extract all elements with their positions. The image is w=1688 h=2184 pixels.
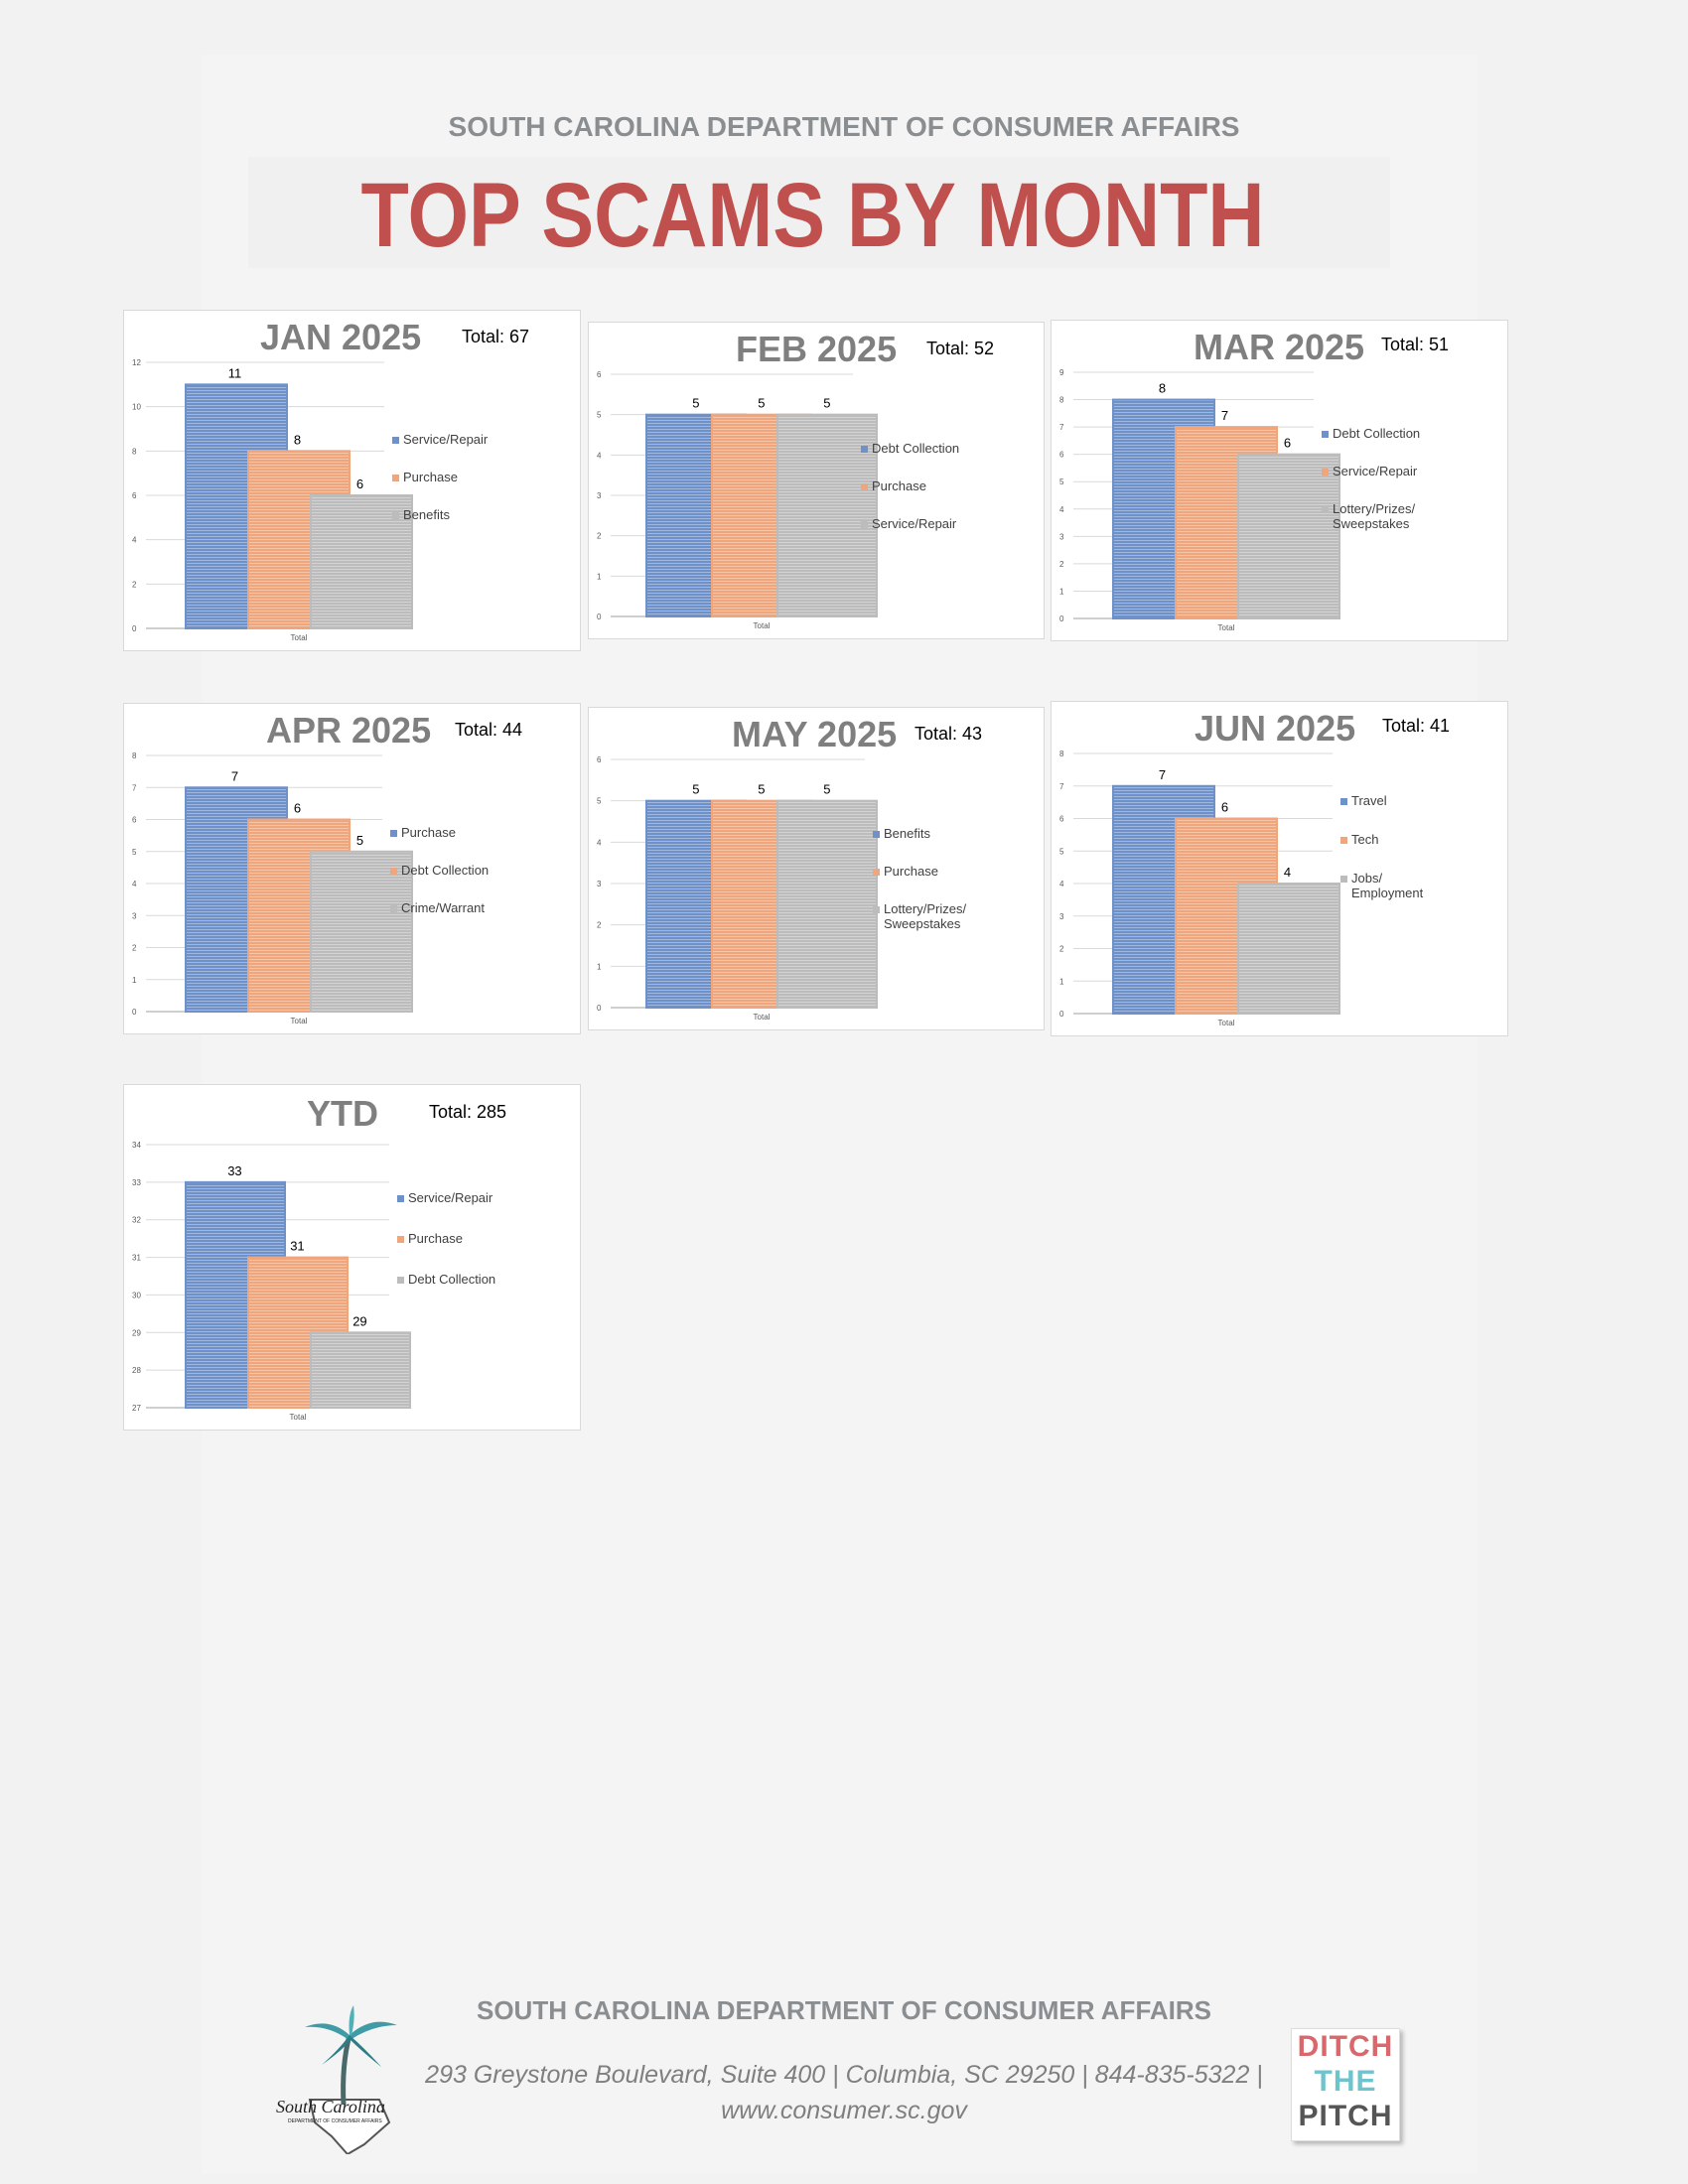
legend-label: Purchase: [884, 864, 938, 879]
legend-label: Benefits: [884, 826, 930, 841]
data-label: 6: [1283, 435, 1292, 451]
data-label: 8: [1158, 380, 1167, 396]
legend-swatch: [1322, 469, 1329, 476]
legend-label: Travel: [1351, 793, 1387, 808]
legend-swatch: [861, 521, 868, 528]
data-label: 5: [758, 781, 766, 797]
y-tick-label: 4: [132, 535, 137, 545]
chart-panel-jan: [123, 310, 581, 651]
data-label: 5: [823, 395, 831, 411]
data-label: 7: [1158, 766, 1167, 782]
y-tick-label: 7: [132, 783, 137, 793]
chart-total: Total: 44: [455, 720, 523, 740]
legend-label: Debt Collection: [872, 441, 960, 456]
y-tick-label: 2: [1059, 944, 1064, 954]
bar-3: [1238, 455, 1339, 618]
logo-line-the: THE: [1314, 2065, 1377, 2098]
legend-label: Jobs/: [1351, 871, 1383, 886]
logo-line-pitch: PITCH: [1298, 2100, 1393, 2132]
legend-swatch: [1340, 798, 1347, 805]
y-tick-label: 5: [1059, 478, 1064, 487]
chart-panel-feb: [588, 322, 1045, 639]
legend-swatch: [861, 446, 868, 453]
footer-website[interactable]: www.consumer.sc.gov: [721, 2097, 967, 2124]
legend-swatch: [392, 475, 399, 481]
legend-swatch: [390, 830, 397, 837]
data-label: 7: [230, 768, 239, 784]
y-tick-label: 6: [1059, 814, 1064, 824]
chart-svg: [589, 323, 1046, 640]
chart-title: MAY 2025: [732, 714, 898, 754]
y-tick-label: 2: [132, 580, 137, 590]
y-tick-label: 9: [1059, 368, 1064, 377]
legend-swatch: [392, 437, 399, 444]
chart-title: MAR 2025: [1194, 327, 1365, 367]
legend-label: Purchase: [408, 1231, 463, 1246]
legend-swatch: [873, 906, 880, 913]
chart-title: APR 2025: [266, 710, 432, 751]
y-tick-label: 34: [132, 1141, 141, 1150]
logo-wordmark: South Carolina: [276, 2097, 385, 2116]
legend-swatch: [392, 512, 399, 519]
bar-3: [1238, 884, 1339, 1014]
y-tick-label: 29: [132, 1328, 141, 1338]
data-label: 5: [692, 395, 700, 411]
y-tick-label: 8: [132, 447, 137, 457]
y-tick-label: 1: [597, 572, 602, 582]
y-tick-label: 28: [132, 1366, 141, 1376]
chart-total: Total: 43: [914, 724, 983, 744]
y-tick-label: 6: [132, 815, 137, 825]
bar-3: [311, 852, 412, 1012]
footer-agency-name: SOUTH CAROLINA DEPARTMENT OF CONSUMER AFFAIRS: [476, 1995, 1212, 2025]
legend-label: Service/Repair: [408, 1190, 493, 1205]
legend-swatch: [873, 869, 880, 876]
legend-label: Service/Repair: [872, 516, 957, 531]
chart-title: JAN 2025: [260, 317, 422, 357]
legend-swatch: [1322, 431, 1329, 438]
bar-3: [777, 415, 877, 616]
ditch-the-pitch-logo: [1291, 2028, 1400, 2141]
y-tick-label: 4: [597, 838, 602, 848]
data-label: 31: [290, 1238, 305, 1254]
legend-label: Service/Repair: [403, 432, 489, 447]
data-label: 5: [355, 832, 364, 848]
y-tick-label: 3: [597, 880, 602, 888]
y-tick-label: 3: [132, 911, 137, 921]
legend-swatch: [1322, 506, 1329, 513]
legend-label: Debt Collection: [401, 863, 490, 878]
chart-total: Total: 52: [926, 339, 995, 358]
chart-total: Total: 51: [1381, 335, 1450, 354]
footer-address-line: 293 Greystone Boulevard, Suite 400 | Columbia, SC 29250 | 844-835-5322 |: [425, 2061, 1263, 2089]
x-category-label: Total: [753, 1013, 771, 1022]
legend-swatch: [861, 483, 868, 490]
y-tick-label: 0: [1059, 1010, 1064, 1019]
y-tick-label: 8: [1059, 750, 1064, 758]
logo-subtext: DEPARTMENT OF CONSUMER AFFAIRS: [288, 2118, 382, 2124]
y-tick-label: 30: [132, 1291, 141, 1300]
y-tick-label: 6: [597, 755, 602, 764]
chart-title: YTD: [307, 1093, 378, 1134]
y-tick-label: 6: [132, 491, 137, 500]
y-tick-label: 0: [132, 1008, 137, 1017]
data-label: 7: [1220, 408, 1229, 424]
chart-svg: [1052, 321, 1509, 642]
y-tick-label: 27: [132, 1404, 141, 1413]
legend-label: Crime/Warrant: [401, 900, 486, 915]
chart-panel-mar: [1051, 320, 1508, 641]
chart-total: Total: 41: [1382, 716, 1451, 736]
legend-label: Sweepstakes: [1333, 516, 1410, 531]
y-tick-label: 4: [1059, 504, 1064, 514]
data-label: 4: [1283, 865, 1292, 880]
y-tick-label: 2: [597, 531, 602, 541]
chart-svg: [124, 704, 582, 1035]
y-tick-label: 5: [597, 796, 602, 806]
data-label: 5: [823, 781, 831, 797]
legend-label: Sweepstakes: [884, 916, 961, 931]
legend-swatch: [397, 1236, 404, 1243]
data-label: 6: [293, 800, 302, 816]
chart-title: JUN 2025: [1195, 708, 1356, 749]
y-tick-label: 1: [1059, 977, 1064, 987]
y-tick-label: 3: [1059, 911, 1064, 921]
y-tick-label: 7: [1059, 781, 1064, 791]
chart-svg: [589, 708, 1046, 1031]
legend-label: Employment: [1351, 886, 1424, 900]
legend-swatch: [397, 1277, 404, 1284]
y-tick-label: 7: [1059, 423, 1064, 433]
chart-total: Total: 285: [429, 1102, 507, 1122]
chart-title: FEB 2025: [736, 329, 898, 369]
chart-total: Total: 67: [462, 327, 530, 346]
y-tick-label: 0: [597, 613, 602, 621]
y-tick-label: 1: [1059, 587, 1064, 597]
chart-svg: [1052, 702, 1509, 1037]
data-label: 6: [355, 477, 364, 491]
data-label: 8: [293, 432, 302, 448]
page-title: TOP SCAMS BY MONTH: [360, 165, 1265, 266]
legend-label: Tech: [1351, 832, 1379, 847]
legend-swatch: [1340, 876, 1347, 883]
header-agency-name: SOUTH CAROLINA DEPARTMENT OF CONSUMER AFFAIRS: [448, 111, 1240, 142]
x-category-label: Total: [1217, 623, 1235, 632]
y-tick-label: 2: [597, 920, 602, 930]
x-category-label: Total: [289, 1413, 307, 1422]
y-tick-label: 2: [1059, 559, 1064, 569]
y-tick-label: 5: [597, 410, 602, 420]
y-tick-label: 2: [132, 943, 137, 953]
data-label: 33: [227, 1162, 242, 1178]
y-tick-label: 31: [132, 1253, 141, 1263]
y-tick-label: 0: [1059, 614, 1064, 623]
chart-panel-may: [588, 707, 1045, 1030]
y-tick-label: 0: [132, 624, 137, 633]
legend-swatch: [1340, 837, 1347, 844]
y-tick-label: 5: [132, 847, 137, 857]
logo-line-ditch: DITCH: [1297, 2030, 1394, 2063]
legend-swatch: [390, 868, 397, 875]
data-label: 29: [352, 1313, 367, 1329]
legend-label: Debt Collection: [408, 1272, 496, 1287]
y-tick-label: 3: [597, 491, 602, 500]
sc-consumer-affairs-logo: [270, 2005, 419, 2154]
legend-label: Service/Repair: [1333, 464, 1418, 478]
chart-svg: [124, 1085, 582, 1432]
y-tick-label: 4: [1059, 880, 1064, 888]
y-tick-label: 1: [597, 962, 602, 972]
data-label: 5: [692, 781, 700, 797]
legend-label: Lottery/Prizes/: [1333, 501, 1416, 516]
y-tick-label: 10: [132, 402, 141, 412]
x-category-label: Total: [1217, 1019, 1235, 1027]
y-tick-label: 3: [1059, 532, 1064, 542]
y-tick-label: 1: [132, 975, 137, 985]
x-category-label: Total: [290, 1017, 308, 1025]
chart-svg: [124, 311, 582, 652]
chart-panel-jun: [1051, 701, 1508, 1036]
legend-swatch: [873, 831, 880, 838]
footer-address: [397, 2057, 1291, 2128]
chart-panel-apr: [123, 703, 581, 1034]
data-label: 6: [1220, 799, 1229, 815]
legend-label: Lottery/Prizes/: [884, 901, 967, 916]
legend-label: Benefits: [403, 507, 450, 522]
y-tick-label: 33: [132, 1177, 141, 1187]
y-tick-label: 32: [132, 1215, 141, 1225]
y-tick-label: 12: [132, 358, 141, 367]
y-tick-label: 6: [1059, 450, 1064, 460]
data-label: 5: [758, 395, 766, 411]
chart-panel-ytd: [123, 1084, 581, 1431]
legend-swatch: [397, 1195, 404, 1202]
legend-label: Purchase: [872, 478, 926, 493]
legend-label: Debt Collection: [1333, 426, 1421, 441]
bar-3: [777, 801, 877, 1008]
bar-3: [311, 1332, 410, 1408]
y-tick-label: 8: [1059, 395, 1064, 405]
legend-label: Purchase: [403, 470, 458, 484]
y-tick-label: 4: [597, 451, 602, 461]
x-category-label: Total: [753, 621, 771, 630]
y-tick-label: 5: [1059, 847, 1064, 857]
legend-swatch: [390, 905, 397, 912]
y-tick-label: 8: [132, 751, 137, 760]
legend-label: Purchase: [401, 825, 456, 840]
y-tick-label: 0: [597, 1004, 602, 1013]
x-category-label: Total: [290, 633, 308, 642]
y-tick-label: 4: [132, 880, 137, 888]
data-label: 11: [227, 365, 242, 381]
y-tick-label: 6: [597, 370, 602, 379]
